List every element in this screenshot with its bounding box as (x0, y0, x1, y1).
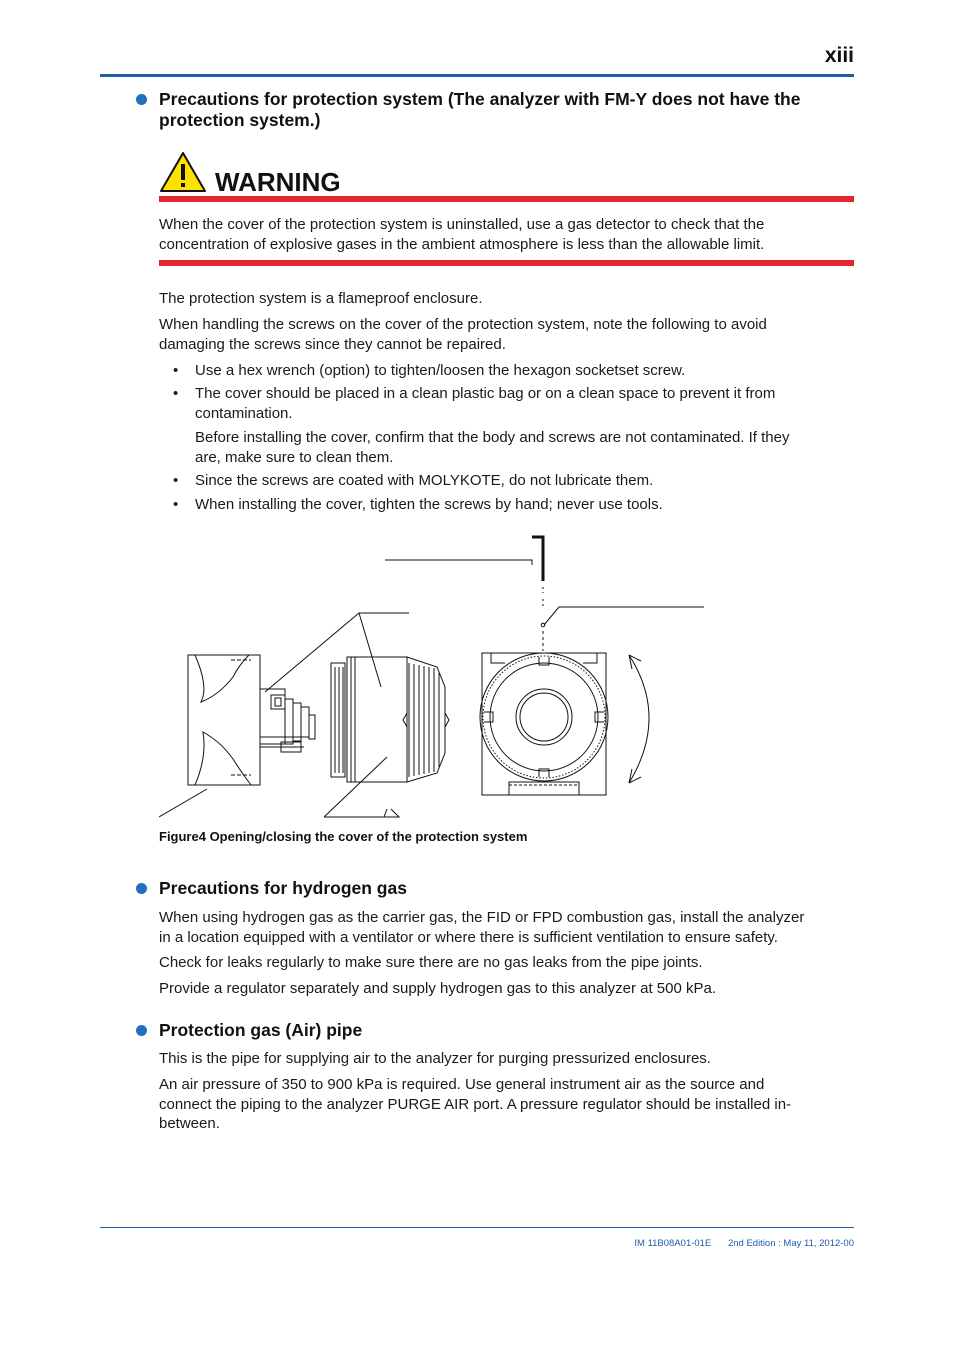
list-bullet: • (173, 385, 179, 402)
leader-lines (159, 560, 704, 817)
list-item (173, 361, 855, 381)
paragraph-air-pressure (159, 1075, 859, 1134)
list-text: Before installing the cover, confirm that the body and screws are not contaminated. If they (195, 429, 790, 446)
section-heading-protection-system (159, 89, 859, 131)
section-heading-air-pipe (159, 1020, 859, 1041)
header-rule (100, 74, 854, 77)
warning-box (159, 148, 854, 266)
hex-wrench-icon (532, 537, 545, 651)
paragraph-regulator: Provide a regulator separately and supply hydrogen gas to this analyzer at 500 kPa. (159, 980, 717, 997)
text-line: between. (159, 1115, 220, 1132)
section-heading-hydrogen (159, 878, 859, 899)
list-text: Since the screws are coated with MOLYKOTE, do not lubricate them. (195, 472, 654, 489)
heading-line: Protection gas (Air) pipe (159, 1020, 363, 1040)
heading-line: Precautions for protection system (The analyzer with FM-Y does not have the (159, 89, 801, 109)
heading-line: protection system.) (159, 110, 321, 130)
body-section (188, 655, 315, 785)
list-text: Use a hex wrench (option) to tighten/loosen the hexagon socketset screw. (195, 362, 686, 379)
figure-caption: Figure4 Opening/closing the cover of the protection system (159, 829, 528, 844)
list-item (173, 495, 855, 515)
list-item (173, 384, 855, 423)
text-line: damaging the screws since they cannot be repaired. (159, 335, 506, 353)
list-text: When installing the cover, tighten the screws by hand; never use tools. (195, 496, 663, 513)
paragraph-air-pipe: This is the pipe for supplying air to the analyzer for purging pressurized enclosures. (159, 1050, 711, 1067)
warning-header (159, 148, 854, 196)
warning-text: When the cover of the protection system is uninstalled, use a gas detector to check that the concentration of explosive gases in the ambient atmosphere is less than the allowable limit. (159, 216, 765, 253)
heading-line: Precautions for hydrogen gas (159, 878, 407, 898)
text-line: When using hydrogen gas as the carrier gas, the FID or FPD combustion gas, install the analyzer (159, 909, 805, 926)
footer (620, 1238, 854, 1249)
paragraph-screws (159, 315, 859, 354)
list-bullet: • (173, 362, 179, 379)
list-bullet: • (173, 496, 179, 513)
list-subparagraph (195, 428, 855, 467)
rotation-arrow-icon (629, 655, 649, 783)
warning-triangle-icon (159, 151, 207, 193)
text-line: When handling the screws on the cover of the protection system, note the following to avoid (159, 316, 767, 333)
paragraph-hydrogen-carrier (159, 908, 859, 947)
protection-cover-diagram (159, 527, 719, 827)
edition: 2nd Edition : May 11, 2012-00 (727, 1238, 854, 1249)
warning-title: WARNING (215, 167, 341, 197)
list-bullet: • (173, 472, 179, 489)
page-number: xiii (824, 44, 854, 67)
cover-side-view (331, 657, 449, 782)
text-line: connect the piping to the analyzer PURGE AIR port. A pressure regulator should be installed in- (159, 1095, 792, 1113)
doc-id: IM 11B08A01-01E (634, 1238, 712, 1249)
paragraph-flameproof: The protection system is a flameproof enclosure. (159, 290, 483, 307)
bullet-dot-icon (136, 883, 147, 894)
warning-bottom-bar (159, 260, 854, 266)
list-text: The cover should be placed in a clean plastic bag or on a clean space to prevent it from (195, 385, 776, 402)
paragraph-leak-check: Check for leaks regularly to make sure there are no gas leaks from the pipe joints. (159, 954, 703, 971)
list-item (173, 471, 855, 491)
text-line: An air pressure of 350 to 900 kPa is required. Use general instrument air as the source and (159, 1076, 765, 1093)
text-line: in a location equipped with a ventilator or where there is sufficient ventilation to ensure safety. (159, 928, 778, 946)
bullet-dot-icon (136, 94, 147, 105)
bullet-dot-icon (136, 1025, 147, 1036)
footer-rule (100, 1227, 854, 1228)
analyzer-front-view (480, 653, 608, 795)
list-text: contamination. (195, 404, 293, 422)
list-text: are, make sure to clean them. (195, 448, 394, 466)
